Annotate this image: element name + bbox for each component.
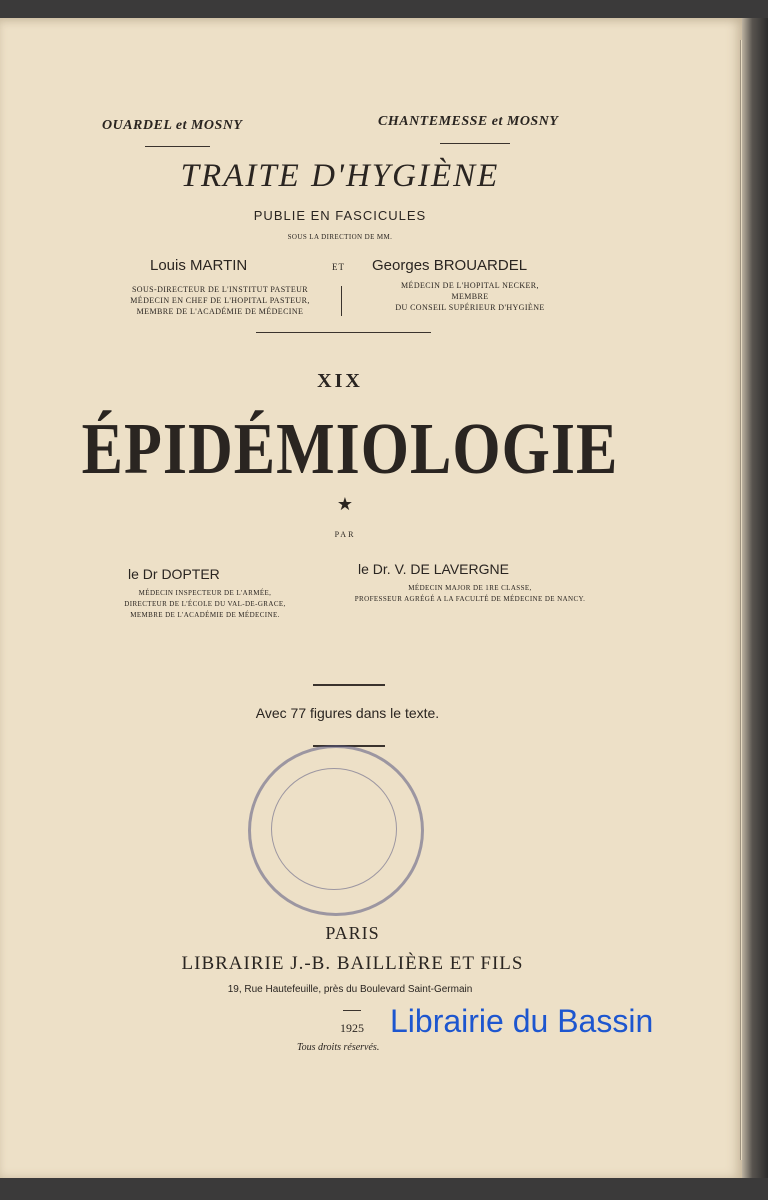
figures-note: Avec 77 figures dans le texte.: [255, 705, 440, 721]
author-left-role: MÉDECIN INSPECTEUR DE L'ARMÉE,: [138, 589, 272, 597]
volume-title: ÉPIDÉMIOLOGIE: [81, 409, 619, 490]
series-subtitle: PUBLIE EN FASCICULES: [253, 208, 427, 223]
imprint-year: 1925: [340, 1021, 364, 1035]
left-authors-rule: [145, 146, 210, 147]
authors-rule: [313, 684, 385, 686]
director-left-name: Louis MARTIN: [150, 257, 248, 274]
volume-star: ★: [336, 494, 354, 514]
director-right-roles: [360, 280, 580, 313]
director-left-roles: [100, 284, 340, 317]
author-left-name: le Dr DOPTER: [128, 566, 220, 582]
director-right-role: DU CONSEIL SUPÉRIEUR D'HYGIÈNE: [395, 303, 545, 312]
director-right-role: MÉDECIN DE L'HOPITAL NECKER,: [401, 281, 539, 290]
director-right-name: Georges BROUARDEL: [372, 257, 528, 274]
watermark-text: Librairie du Bassin: [390, 1003, 654, 1039]
right-authors-rule: [440, 143, 510, 144]
address-rule: [343, 1010, 361, 1011]
author-left-role: DIRECTEUR DE L'ÉCOLE DU VAL-DE-GRACE,: [124, 600, 286, 608]
author-right-roles: [335, 583, 605, 605]
library-stamp-inner-ring: [271, 768, 397, 890]
directors-divider: [341, 286, 342, 316]
series-title: TRAITE D'HYGIÈNE: [180, 158, 500, 194]
director-left-role: MEMBRE DE L'ACADÉMIE DE MÉDECINE: [136, 307, 304, 316]
director-left-role: SOUS-DIRECTEUR DE L'INSTITUT PASTEUR: [131, 285, 309, 294]
book-edge-shadow: [742, 18, 768, 1178]
header-rule: [256, 332, 431, 333]
director-right-role: MEMBRE: [451, 292, 489, 301]
author-right-role: MÉDECIN MAJOR DE 1RE CLASSE,: [408, 584, 532, 592]
author-right-name: le Dr. V. DE LAVERGNE: [358, 561, 509, 577]
author-left-role: MEMBRE DE L'ACADÉMIE DE MÉDECINE.: [130, 611, 280, 619]
author-right-role: PROFESSEUR AGRÉGÉ A LA FACULTÉ DE MÉDECINE DE NANCY.: [354, 595, 586, 603]
series-left-authors: OUARDEL et MOSNY: [102, 118, 243, 133]
author-left-roles: [80, 588, 330, 621]
directors-conjunction: ET: [332, 262, 345, 272]
imprint-rights: Tous droits réservés.: [297, 1042, 380, 1053]
library-stamp: [248, 745, 424, 916]
imprint-city: PARIS: [325, 923, 380, 943]
imprint-address: 19, Rue Hautefeuille, près du Boulevard Saint-Germain: [227, 984, 473, 995]
imprint-publisher: LIBRAIRIE J.-B. BAILLIÈRE ET FILS: [181, 953, 524, 974]
series-direction: SOUS LA DIRECTION DE MM.: [287, 233, 393, 241]
series-right-authors: CHANTEMESSE et MOSNY: [378, 114, 559, 129]
volume-number: XIX: [317, 370, 363, 392]
director-left-role: MÉDECIN EN CHEF DE L'HOPITAL PASTEUR,: [130, 296, 310, 305]
volume-par: PAR: [334, 530, 356, 539]
